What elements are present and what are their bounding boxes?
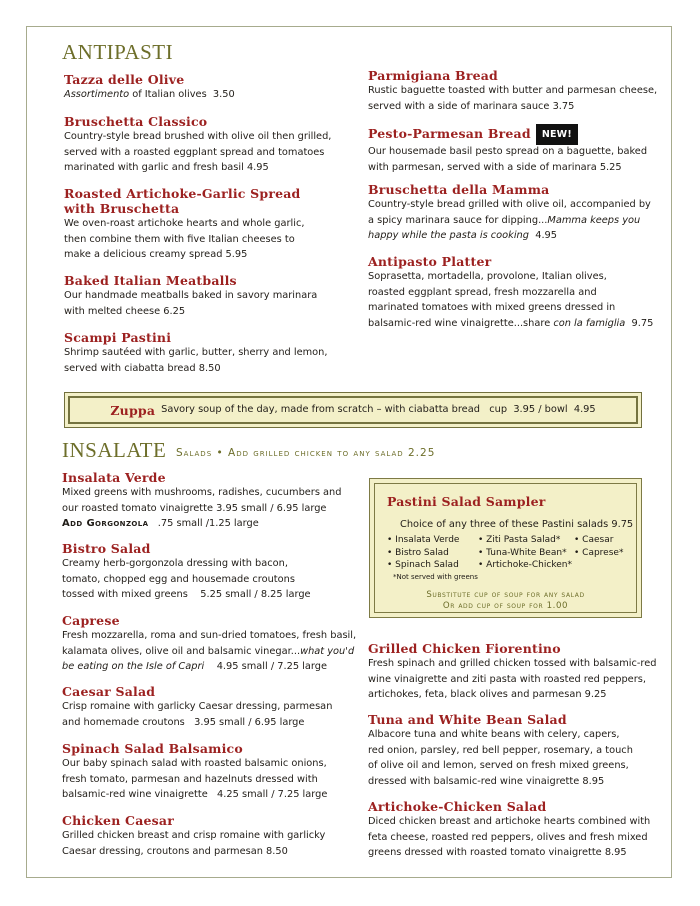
salad-sampler-box bbox=[369, 478, 642, 618]
zuppa-inner bbox=[68, 396, 638, 424]
zuppa-desc: Savory soup of the day, made from scratch – with ciabatta bread cup 3.95 / bowl 4.95 bbox=[161, 404, 596, 416]
item-desc: Country-style bread brushed with olive oil then grilled, served with a roasted eggplant spread and tomatoes marinated with garlic and fresh basil 4.95 bbox=[64, 131, 332, 173]
item-desc: Diced chicken breast and artichoke hearts combined with feta cheese, roasted red peppers, olives and fresh mixed greens dressed with roasted tomato vinaigrette 8.95 bbox=[368, 816, 651, 858]
menu-item-bruschetta-classico bbox=[64, 114, 331, 176]
menu-item-chicken-fiorentino bbox=[368, 641, 656, 703]
item-name: Pesto-Parmesan Bread NEW! bbox=[368, 125, 647, 144]
antipasti-title: ANTIPASTI bbox=[62, 40, 174, 64]
item-name: Tazza delle Olive bbox=[64, 72, 185, 87]
item-desc: Assortimento of Italian olives 3.50 bbox=[64, 89, 235, 100]
menu-item-pesto-bread bbox=[368, 125, 647, 175]
item-desc: Mixed greens with mushrooms, radishes, cucumbers and our roasted tomato vinaigrette 3.95 small / 6.95 large Add Gorgonzola .75 small /1.25 large bbox=[62, 487, 342, 529]
sampler-footer: Substitute cup of soup for any salad Or add cup of soup for 1.00 bbox=[426, 590, 585, 611]
item-desc: Our handmade meatballs baked in savory marinara with melted cheese 6.25 bbox=[64, 290, 318, 317]
menu-item-caesar-salad bbox=[62, 684, 332, 730]
item-desc: Soprasetta, mortadella, provolone, Italian olives, roasted eggplant spread, fresh mozzarella and marinated tomatoes with mixed greens dressed in balsamic-red wine vinaigrette...share con la famiglia 9.75 bbox=[368, 271, 654, 329]
item-name: Parmigiana Bread bbox=[368, 68, 498, 83]
item-name: Baked Italian Meatballs bbox=[64, 273, 237, 288]
menu-item-artichoke-chicken bbox=[368, 799, 650, 861]
item-name: Caprese bbox=[62, 613, 120, 628]
menu-item-tuna-bean bbox=[368, 712, 633, 789]
menu-item-chicken-caesar bbox=[62, 813, 325, 859]
menu-item-insalata-verde bbox=[62, 470, 342, 532]
salad-sampler-inner bbox=[374, 483, 637, 613]
item-name: Caesar Salad bbox=[62, 684, 156, 699]
item-desc: Fresh mozzarella, roma and sun-dried tomatoes, fresh basil, kalamata olives, olive oil and balsamic vinegar...what you'd be eating on the Isle of Capri 4.95 small / 7.25 large bbox=[62, 630, 357, 672]
item-name: Chicken Caesar bbox=[62, 813, 174, 828]
item-name: Roasted Artichoke-Garlic Spread with Bruschetta bbox=[64, 186, 301, 216]
item-desc: Rustic baguette toasted with butter and parmesan cheese, served with a side of marinara sauce 3.75 bbox=[368, 85, 658, 112]
item-desc: We oven-roast artichoke hearts and whole garlic, then combine them with five Italian cheeses to make a delicious creamy spread 5.95 bbox=[64, 218, 305, 260]
item-desc: Our housemade basil pesto spread on a baguette, baked with parmesan, served with a side of marinara 5.25 bbox=[368, 146, 648, 173]
insalate-title: INSALATE bbox=[62, 438, 167, 462]
menu-item-artichoke-spread bbox=[64, 186, 304, 263]
menu-item-parmigiana-bread bbox=[368, 68, 657, 114]
item-name: Spinach Salad Balsamico bbox=[62, 741, 243, 756]
zuppa-name: Zuppa bbox=[110, 402, 156, 418]
item-name: Bistro Salad bbox=[62, 541, 151, 556]
item-name: Artichoke-Chicken Salad bbox=[368, 799, 547, 814]
item-name: Grilled Chicken Fiorentino bbox=[368, 641, 561, 656]
item-desc: Creamy herb-gorgonzola dressing with bacon, tomato, chopped egg and housemade croutons tossed with mixed greens 5.25 small / 8.25 large bbox=[62, 558, 311, 600]
sampler-list-col1: • Insalata Verde • Bistro Salad • Spinach Salad bbox=[387, 535, 460, 570]
sampler-list-col2: • Ziti Pasta Salad* • Tuna-White Bean* • Artichoke-Chicken* bbox=[478, 535, 572, 570]
item-desc: Grilled chicken breast and crisp romaine with garlicky Caesar dressing, croutons and parmesan 8.50 bbox=[62, 830, 326, 857]
item-desc: Shrimp sautéed with garlic, butter, sherry and lemon, served with ciabatta bread 8.50 bbox=[64, 347, 328, 374]
item-name: Scampi Pastini bbox=[64, 330, 172, 345]
item-desc: Albacore tuna and white beans with celery, capers, red onion, parsley, red bell pepper, rosemary, a touch of olive oil and lemon, served on fresh mixed greens, dressed with balsamic-red wine vinaigrette 8.95 bbox=[368, 729, 633, 787]
menu-item-spinach-salad bbox=[62, 741, 327, 803]
menu-item-meatballs bbox=[64, 273, 317, 319]
item-desc: Fresh spinach and grilled chicken tossed with balsamic-red wine vinaigrette and ziti pasta with roasted red peppers, artichokes, feta, black olives and parmesan 9.25 bbox=[368, 658, 657, 700]
addon-label: Add Gorgonzola bbox=[62, 518, 149, 529]
menu-item-scampi bbox=[64, 330, 328, 376]
item-desc: Our baby spinach salad with roasted balsamic onions, fresh tomato, parmesan and hazelnuts dressed with balsamic-red wine vinaigrette 4.25 small / 7.25 large bbox=[62, 758, 328, 800]
item-desc: Crisp romaine with garlicky Caesar dressing, parmesan and homemade croutons 3.95 small / 6.95 large bbox=[62, 701, 333, 728]
zuppa-box bbox=[64, 392, 642, 428]
item-name: Insalata Verde bbox=[62, 470, 166, 485]
sampler-subtitle: Choice of any three of these Pastini salads 9.75 bbox=[400, 519, 634, 530]
item-desc: Country-style bread grilled with olive oil, accompanied by a spicy marinara sauce for dipping...Mamma keeps you happy while the pasta is cooking 4.95 bbox=[368, 199, 651, 241]
item-name: Tuna and White Bean Salad bbox=[368, 712, 567, 727]
item-name: Antipasto Platter bbox=[368, 254, 492, 269]
menu-item-bruschetta-mamma bbox=[368, 182, 651, 244]
sampler-list-col3: • Caesar • Caprese* bbox=[574, 535, 624, 558]
sampler-title: Pastini Salad Sampler bbox=[387, 494, 546, 509]
menu-item-antipasto-platter bbox=[368, 254, 653, 331]
item-name: Bruschetta Classico bbox=[64, 114, 208, 129]
menu-item-caprese bbox=[62, 613, 356, 675]
menu-item-tazza bbox=[64, 72, 235, 103]
sampler-note: *Not served with greens bbox=[393, 573, 478, 581]
new-badge: NEW! bbox=[537, 125, 577, 144]
insalate-subtitle: Salads • Add grilled chicken to any salad 2.25 bbox=[176, 447, 436, 459]
item-name: Bruschetta della Mamma bbox=[368, 182, 550, 197]
menu-item-bistro-salad bbox=[62, 541, 311, 603]
